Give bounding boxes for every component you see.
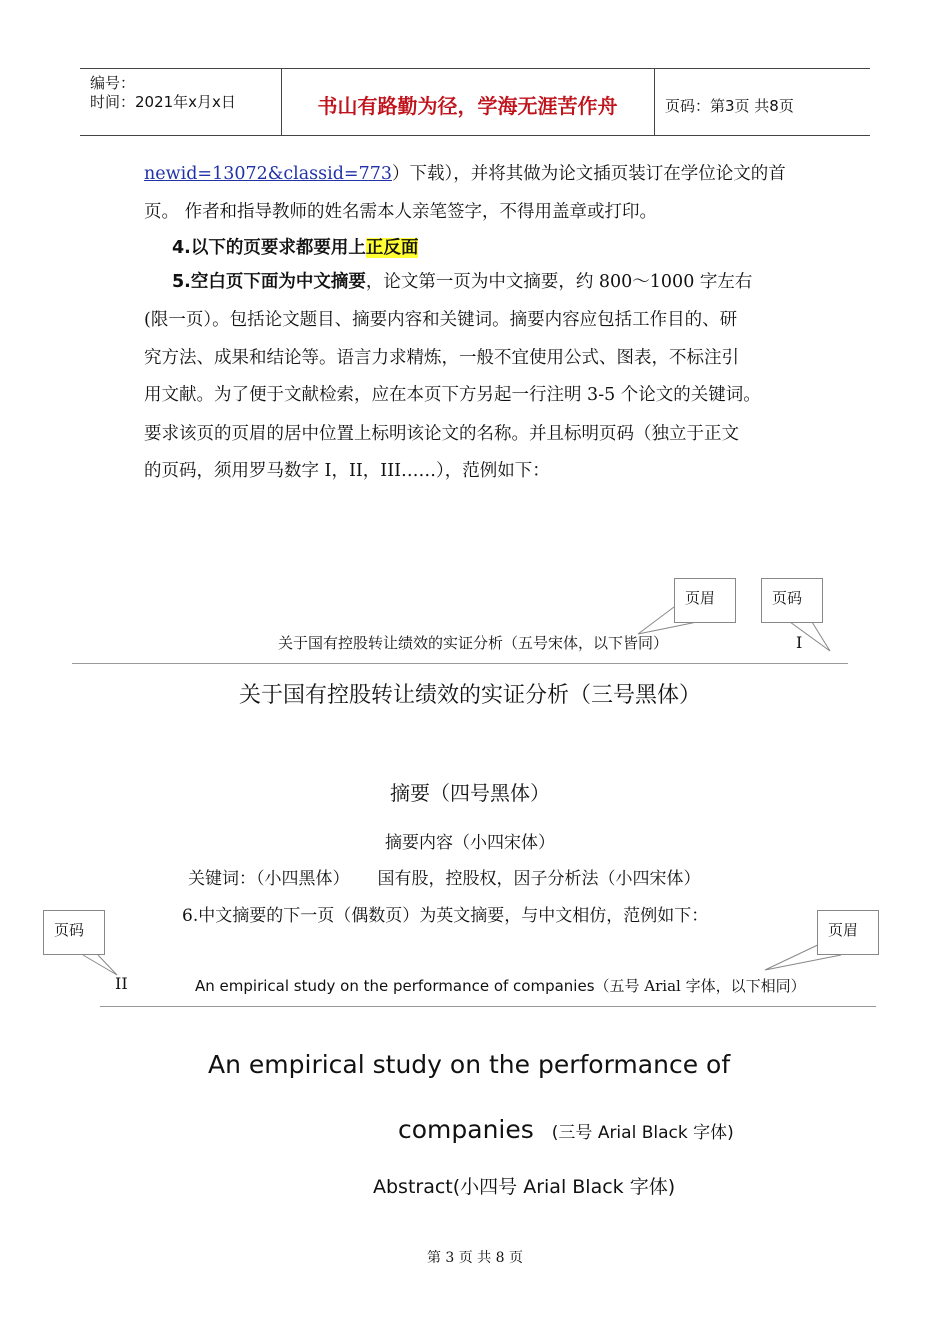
callout-header-1: 页眉 xyxy=(674,578,736,623)
example2-abstract xyxy=(373,1172,675,1199)
example2-abstract-label: Abstract xyxy=(373,1176,453,1198)
item-5-rest: ，论文第一页为中文摘要，约 800～1000 字左右 xyxy=(365,272,753,292)
example1-header-text: 关于国有控股转让绩效的实证分析（五号宋体，以下皆同） xyxy=(278,634,669,652)
example1-page-num: I xyxy=(796,633,803,652)
header-page-info: 页码：第3页 共8页 xyxy=(665,97,794,115)
header-code-label: 编号： xyxy=(90,74,136,92)
body-line-8: 的页码，须用罗马数字 I，II，III……），范例如下： xyxy=(144,461,550,481)
example2-title-line1: An empirical study on the performance of xyxy=(208,1050,731,1079)
example1-header-rule xyxy=(72,663,848,664)
example2-header xyxy=(195,975,806,996)
item-4-prefix: 4.以下的页要求都要用上 xyxy=(172,238,366,258)
example2-title-word: companies xyxy=(398,1115,534,1144)
body-line-6: 用文献。为了便于文献检索，应在本页下方另起一行注明 3-5 个论文的关键词。 xyxy=(144,385,761,405)
callout-page-2: 页码 xyxy=(43,910,105,955)
callout-page-1: 页码 xyxy=(761,578,823,623)
footer-page-number: 第 3 页 共 8 页 xyxy=(426,1250,524,1266)
download-link[interactable]: newid=13072&classid=773 xyxy=(144,164,392,184)
item-6: 6.中文摘要的下一页（偶数页）为英文摘要，与中文相仿，范例如下： xyxy=(182,906,709,926)
example1-abstract-content: 摘要内容（小四宋体） xyxy=(385,833,555,853)
example2-title-line2 xyxy=(398,1115,734,1144)
keywords-label: 关键词：（小四黑体） xyxy=(188,869,350,889)
keywords-value: 国有股，控股权，因子分析法（小四宋体） xyxy=(377,869,701,889)
example2-title-note: (三号 Arial Black 字体) xyxy=(551,1123,734,1143)
example1-abstract-heading: 摘要（四号黑体） xyxy=(390,781,550,805)
example2-header-note: （五号 Arial 字体，以下相同） xyxy=(594,977,806,995)
example2-header-en: An empirical study on the performance of companies xyxy=(195,977,595,995)
body-line-7: 要求该页的页眉的居中位置上标明该论文的名称。并且标明页码（独立于正文 xyxy=(144,424,739,444)
header-time-label: 时间：2021年x月x日 xyxy=(90,93,236,111)
example2-header-rule xyxy=(100,1006,876,1007)
body-line-2: 页。 作者和指导教师的姓名需本人亲笔签字，不得用盖章或打印。 xyxy=(144,202,658,222)
example2-page-num: II xyxy=(115,974,128,993)
item-4-highlight: 正反面 xyxy=(365,238,419,258)
body-line-4: (限一页）。包括论文题目、摘要内容和关键词。摘要内容应包括工作目的、研 xyxy=(144,310,738,330)
example1-title: 关于国有控股转让绩效的实证分析（三号黑体） xyxy=(238,683,701,708)
header-motto: 书山有路勤为径，学海无涯苦作舟 xyxy=(317,94,618,118)
item-5-bold: 5.空白页下面为中文摘要 xyxy=(172,272,366,292)
body-line-5: 究方法、成果和结论等。语言力求精炼，一般不宜使用公式、图表，不标注引 xyxy=(144,348,739,368)
callout-header-2: 页眉 xyxy=(817,910,879,955)
example2-abstract-note: (小四号 Arial Black 字体) xyxy=(452,1176,676,1198)
body-line-1-rest: ）下载），并将其做为论文插页装订在学位论文的首 xyxy=(391,164,786,184)
example1-keywords xyxy=(188,864,701,889)
